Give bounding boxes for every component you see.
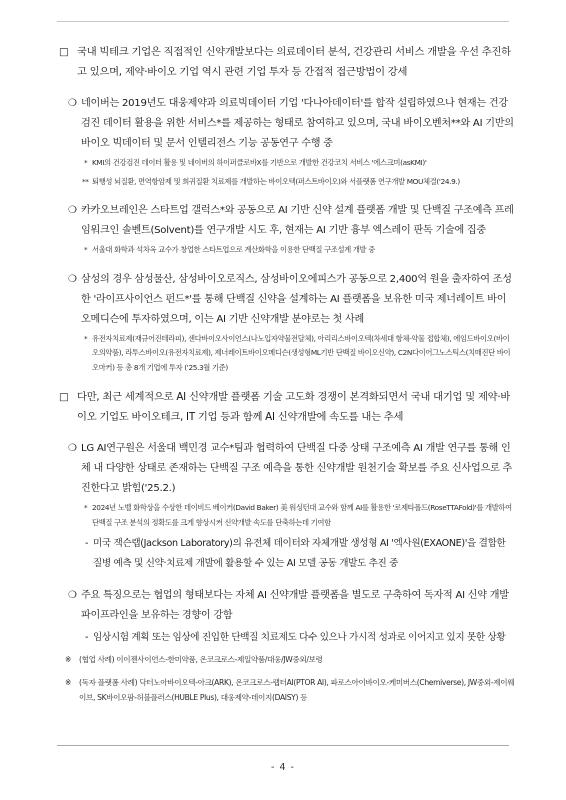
footnote: [55, 175, 515, 190]
item-text: LG AI연구원은 서울대 백민경 교수*팀과 협력하여 단백질 다중 상태 구조예측 AI 개발 연구를 통해 인체 내 다양한 상태로 존재하는 단백질 구조 예측을 통한 신약개발 원천기술 확보를 주요 신사업으로 추진한다고 밝힘('25.2.): [81, 443, 512, 494]
footnote-text: 유전자치료제(재규어진테라피), 센다바이오사이언스(나노입자약물전달체), 아리리스바이오텍(차세대 항체-약물 접합체), 에임드바이오(바이오의약품), 라투스바이오(유전자치료제), 제너레이트바이오메디슨(생성형ML기반 단백질 바이오신약), C2N다이어그노스틱스(치매진단 바이오마커) 등 총 8개 기업에 투자 ('25.3월 기준): [92, 333, 511, 372]
reference-note: [55, 652, 515, 667]
footnote: [55, 332, 515, 376]
reference-marker: ※: [65, 678, 72, 687]
item-text: 카카오브레인은 스타트업 갤럭스*와 공동으로 AI 기반 신약 설계 플랫폼 개발 및 단백질 구조예측 프레임워크인 솔벤트(Solvent)를 연구개발 시도 후, 현재는 AI 기반 흉부 엑스레이 판독 기술에 집중: [81, 205, 514, 236]
item-text: 네이버는 2019년도 대웅제약과 의료빅데이터 기업 '다나아데이터'를 합작 설립하였으나 현재는 건강검진 데이터 활용을 위한 서비스*를 제공하는 형태로 참여하고 있으며, 국내 바이오벤처**와 AI 기반의 바이오 빅데이터 및 문서 인텔리전스 기능 공동연구 수행 중: [81, 98, 514, 149]
footnote-text: 퇴행성 뇌질환, 면역항암제 및 희귀질환 치료제를 개발하는 바이오텍(퍼스트바이오)와 서플랫폼 연구개발 MOU체결('24.9.): [92, 176, 460, 186]
dash-marker: -: [85, 632, 89, 643]
circle-bullet-icon: ❍: [68, 590, 77, 601]
reference-note: [55, 675, 515, 705]
top-rule: [57, 21, 509, 22]
section-1-item-2: [55, 201, 515, 241]
section-1-heading: [55, 42, 515, 82]
circle-bullet-icon: ❍: [68, 443, 77, 454]
bottom-rule: [57, 745, 509, 746]
item-text: 주요 특징으로는 협업의 형태보다는 자체 AI 신약개발 플랫폼을 별도로 구축하여 독자적 AI 신약 개발 파이프라인을 보유하는 경향이 강함: [81, 590, 509, 621]
section-1-item-1: [55, 94, 515, 154]
footnote: [55, 501, 515, 530]
footnote-text: KMI의 건강검진 데이터 활용 및 네이버의 하이퍼클로바X를 기반으로 개발한 건강코치 서비스 '에스크미(asKMI)': [92, 158, 427, 167]
section-2-item-2: [55, 586, 515, 626]
footnote-marker: *: [84, 333, 88, 343]
section-2-item-1: [55, 439, 515, 499]
dash-item: [55, 628, 515, 648]
section-1-text: 국내 빅테크 기업은 직접적인 신약개발보다는 의료데이터 분석, 건강관리 서비스 개발을 우선 추진하고 있으며, 제약·바이오 기업 역시 관련 기업 투자 등 간접적 접근방법이 강세: [77, 46, 511, 78]
reference-text: (독자 플랫폼 사례) 닥터노아바이오텍-아크(ARK), 온코크로스-랩터AI(PTOR AI), 파로스아이바이오-케미버스(Chemiverse), JW중외-제이웨이브, SK바이오팜-허블플러스(HUBLE Plus), 대웅제약-데이지(DAISY) 등: [79, 678, 515, 702]
footnote-text: 2024년 노벨 화학상을 수상한 데이비드 베이커(David Baker) 美 워싱턴대 교수와 함께 AI를 활용한 '로제타폴드(RoseTTAFold)'를 개발하여 단백질 구조 분석의 정확도를 크게 향상시켜 신약개발 속도를 단축하는데 기여함: [92, 503, 512, 527]
footnote-text: 서울대 화학과 석차옥 교수가 창업한 스타트업으로 계산화학을 이용한 단백질 구조설계 개발 중: [92, 245, 375, 254]
dash-text: 임상시험 계획 또는 임상에 진입한 단백질 치료제도 다수 있으나 가시적 성과로 이어지고 있지 못한 상황: [93, 632, 506, 643]
dash-text: 미국 잭슨랩(Jackson Laboratory)의 유전체 데이터와 자체개발 생성형 AI '엑사원(EXAONE)'을 결합한 질병 예측 및 신약·치료제 개발에 활용할 수 있는 AI 모델 공동 개발도 추진 중: [93, 538, 506, 569]
footnote-marker: **: [82, 176, 89, 186]
footnote-marker: *: [84, 245, 88, 254]
square-bullet-icon: □: [59, 391, 69, 403]
circle-bullet-icon: ❍: [68, 205, 77, 216]
circle-bullet-icon: ❍: [68, 273, 77, 285]
reference-marker: ※: [65, 655, 72, 664]
reference-text: (협업 사례) 이이젠사이언스-한미약품, 온코크로스-제일약품/대웅/JW중외/보령: [79, 655, 323, 664]
square-bullet-icon: □: [59, 46, 69, 58]
footnote-marker: *: [84, 503, 88, 512]
section-2-text: 다만, 최근 세계적으로 AI 신약개발 플랫폼 기술 고도화 경쟁이 본격화되면서 국내 대기업 및 제약·바이오 기업도 바이오테크, IT 기업 등과 함께 AI 신약개발에 속도를 내는 추세: [77, 391, 511, 423]
dash-marker: -: [85, 538, 89, 549]
page-number: - 4 -: [271, 762, 295, 773]
item-text: 삼성의 경우 삼성물산, 삼성바이오로직스, 삼성바이오에피스가 공동으로 2,400억 원을 출자하여 조성한 '라이프사이언스 펀드*'를 통해 단백질 신약을 설계하는 AI 플랫폼을 보유한 미국 제너레이트 바이오메디슨에 투자하였으며, 이는 AI 기반 신약개발 분야로는 첫 사례: [81, 273, 512, 325]
footnote: [55, 156, 515, 171]
footnote-marker: *: [84, 158, 88, 167]
footnote: [55, 243, 515, 258]
document-body: [55, 42, 515, 707]
section-1-item-3: [55, 270, 515, 330]
section-2-heading: [55, 387, 515, 427]
circle-bullet-icon: ❍: [68, 98, 77, 109]
dash-item: [55, 534, 515, 574]
